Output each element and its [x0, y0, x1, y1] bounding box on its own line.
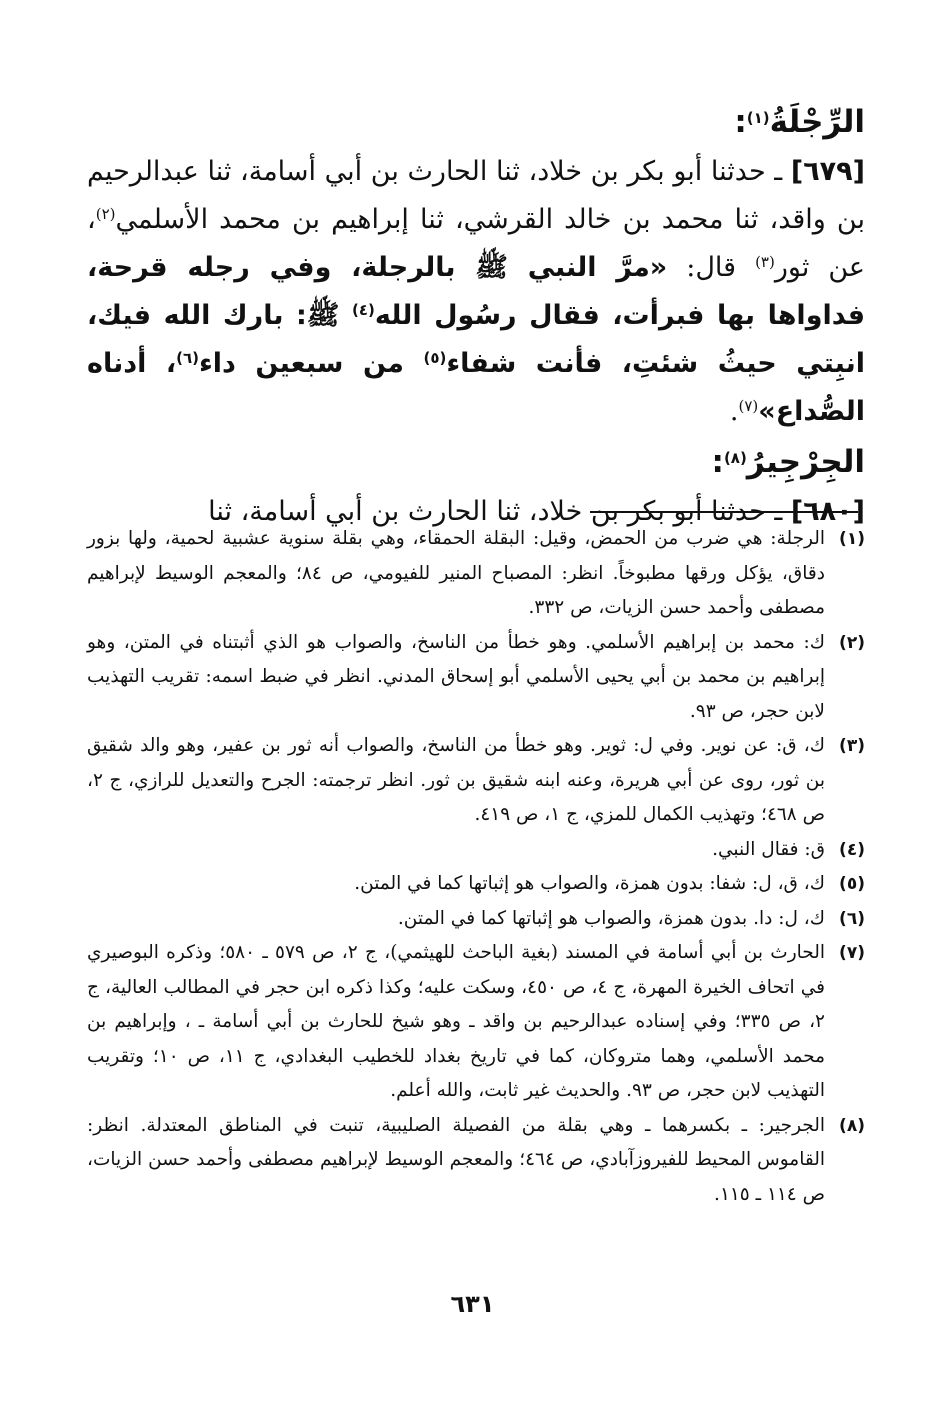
footnote-ref[interactable]: (٤): [351, 301, 375, 319]
footnote-text: ك، ق: عن نوير. وفي ل: ثوير. وهو خطأ من الناسخ، والصواب أنه ثور بن عفير، وهو والد شقيق بن ثور، روى عن أبي هريرة، وعنه ابنه شقيق بن ثور. انظر ترجمته: الجرح والتعديل للرازي، ج ٢، ص ٤٦٨؛ وتهذيب الكمال للمزي، ج ١، ص ٤١٩.: [87, 735, 825, 825]
footnote-item: [87, 902, 865, 937]
section-heading-jirjir: [87, 436, 865, 488]
hadith-isnad-continued: ، عن ثور: [87, 204, 865, 283]
footnote-text: الجرجير: ـ بكسرهما ـ وهي بقلة من الفصيلة الصليبية، تنبت في المناطق المعتدلة. انظر: القاموس المحيط للفيروزآبادي، ص ٤٦٤؛ والمعجم الوسيط لإبراهيم مصطفى وأحمد حسن الزيات، ص ١١٤ ـ ١١٥.: [87, 1114, 825, 1205]
footnote-item: [87, 729, 865, 833]
footnotes: [87, 522, 865, 1212]
hadith-isnad: ـ حدثنا أبو بكر بن خلاد، ثنا الحارث بن أبي أسامة، ثنا عبدالرحيم بن واقد، ثنا محمد بن خالد القرشي، ثنا إبراهيم بن محمد الأسلمي: [87, 156, 865, 235]
hadith-isnad: ـ حدثنا أبو بكر بن خلاد، ثنا الحارث بن أبي أسامة، ثنا: [208, 496, 783, 527]
footnote-text: ك، ل: دا. بدون همزة، والصواب هو إثباتها كما في المتن.: [397, 907, 825, 929]
hadith-end: .: [729, 396, 739, 427]
footnote-ref[interactable]: (٢): [95, 205, 116, 223]
footnote-number: (٧): [839, 943, 865, 963]
footnote-item: [87, 833, 865, 868]
footnote-item: [87, 626, 865, 730]
heading-text: الرِّجْلَةُ: [769, 104, 865, 140]
footnote-number: (٣): [839, 736, 865, 756]
footnote-text: الحارث بن أبي أسامة في المسند (بغية الباحث للهيثمي)، ج ٢، ص ٥٧٩ ـ ٥٨٠؛ وذكره البوصيري في اتحاف الخيرة المهرة، ج ٤، ص ٤٥٠، وسكت عليه؛ وكذا ذكره ابن حجر في المطالب العالية، ج ٢، ص ٣٣٥؛ وفي إسناده عبدالرحيم بن واقد ـ وهو شيخ للحارث بن أبي أسامة ـ ، وإبراهيم بن محمد الأسلمي، وهما متروكان، كما في تاريخ بغداد للخطيب البغدادي، ج ١١، ص ١٠؛ وتقريب التهذيب لابن حجر، ص ٩٣. والحديث غير ثابت، والله أعلم.: [87, 942, 825, 1101]
footnote-number: (٢): [839, 632, 865, 653]
footnote-divider: [590, 511, 858, 513]
matn-part: ، أدناه الصُّداع»: [87, 348, 865, 427]
page-number: ٦٣١: [450, 1290, 495, 1318]
footnote-ref[interactable]: (٦): [176, 349, 199, 367]
matn-part: من سبعين داء: [198, 348, 424, 379]
hadith-qal: قال:: [667, 252, 756, 283]
hadith-number: [٦٨٠]: [790, 496, 865, 527]
matn-part: «مرَّ النبي ﷺ بالرجلة، وفي رجله قرحة، فداواها بها فبرأت، فقال رسُول الله: [87, 252, 866, 331]
footnote-text: ق: فقال النبي.: [712, 838, 825, 860]
footnote-text: ك، ق، ل: شفا: بدون همزة، والصواب هو إثباتها كما في المتن.: [354, 873, 825, 894]
footnote-item: [87, 522, 865, 626]
footnote-number: (٤): [839, 839, 865, 860]
footnote-item: [87, 867, 865, 902]
matn-part: ﷺ: بارك الله فيك، انبِتي حيثُ شئتِ، فأنت شفاء: [87, 300, 866, 379]
heading-colon: :: [711, 444, 724, 480]
hadith-679: [87, 148, 865, 436]
footnote-number: (٦): [839, 908, 865, 929]
footnote-ref[interactable]: (٥): [423, 349, 447, 367]
footnote-item: [87, 1109, 865, 1213]
footnote-text: ك: محمد بن إبراهيم الأسلمي. وهو خطأ من الناسخ، والصواب هو الذي أثبتناه في المتن، وهو إبراهيم بن محمد بن أبي يحيى الأسلمي أبو إسحاق المدني. انظر في ضبط اسمه: تقريب التهذيب لابن حجر، ص ٩٣.: [87, 631, 825, 722]
footnote-text: الرجلة: هي ضرب من الحمض، وقيل: البقلة الحمقاء، وهي بقلة سنوية عشبية لحمية، ولها بزور دقاق، يؤكل ورقها مطبوخاً. انظر: المصباح المنير للفيومي، ص ٨٤؛ والمعجم الوسيط لإبراهيم مصطفى وأحمد حسن الزيات، ص ٣٣٢.: [87, 528, 825, 618]
footnote-number: (٥): [839, 874, 865, 894]
main-text: [87, 96, 865, 536]
footnote-ref[interactable]: (٣): [755, 253, 775, 271]
footnote-number: (١): [839, 529, 865, 549]
footnote-ref[interactable]: (١): [746, 109, 770, 127]
section-heading-rijla: [87, 96, 865, 148]
footnote-item: [87, 936, 865, 1109]
footnote-ref[interactable]: (٧): [738, 397, 759, 415]
hadith-number: [٦٧٩]: [790, 156, 865, 187]
footnote-number: (٨): [839, 1115, 865, 1136]
heading-text: الجِرْجِيرُ: [746, 444, 865, 480]
heading-colon: :: [734, 104, 747, 140]
footnote-ref[interactable]: (٨): [723, 449, 747, 467]
